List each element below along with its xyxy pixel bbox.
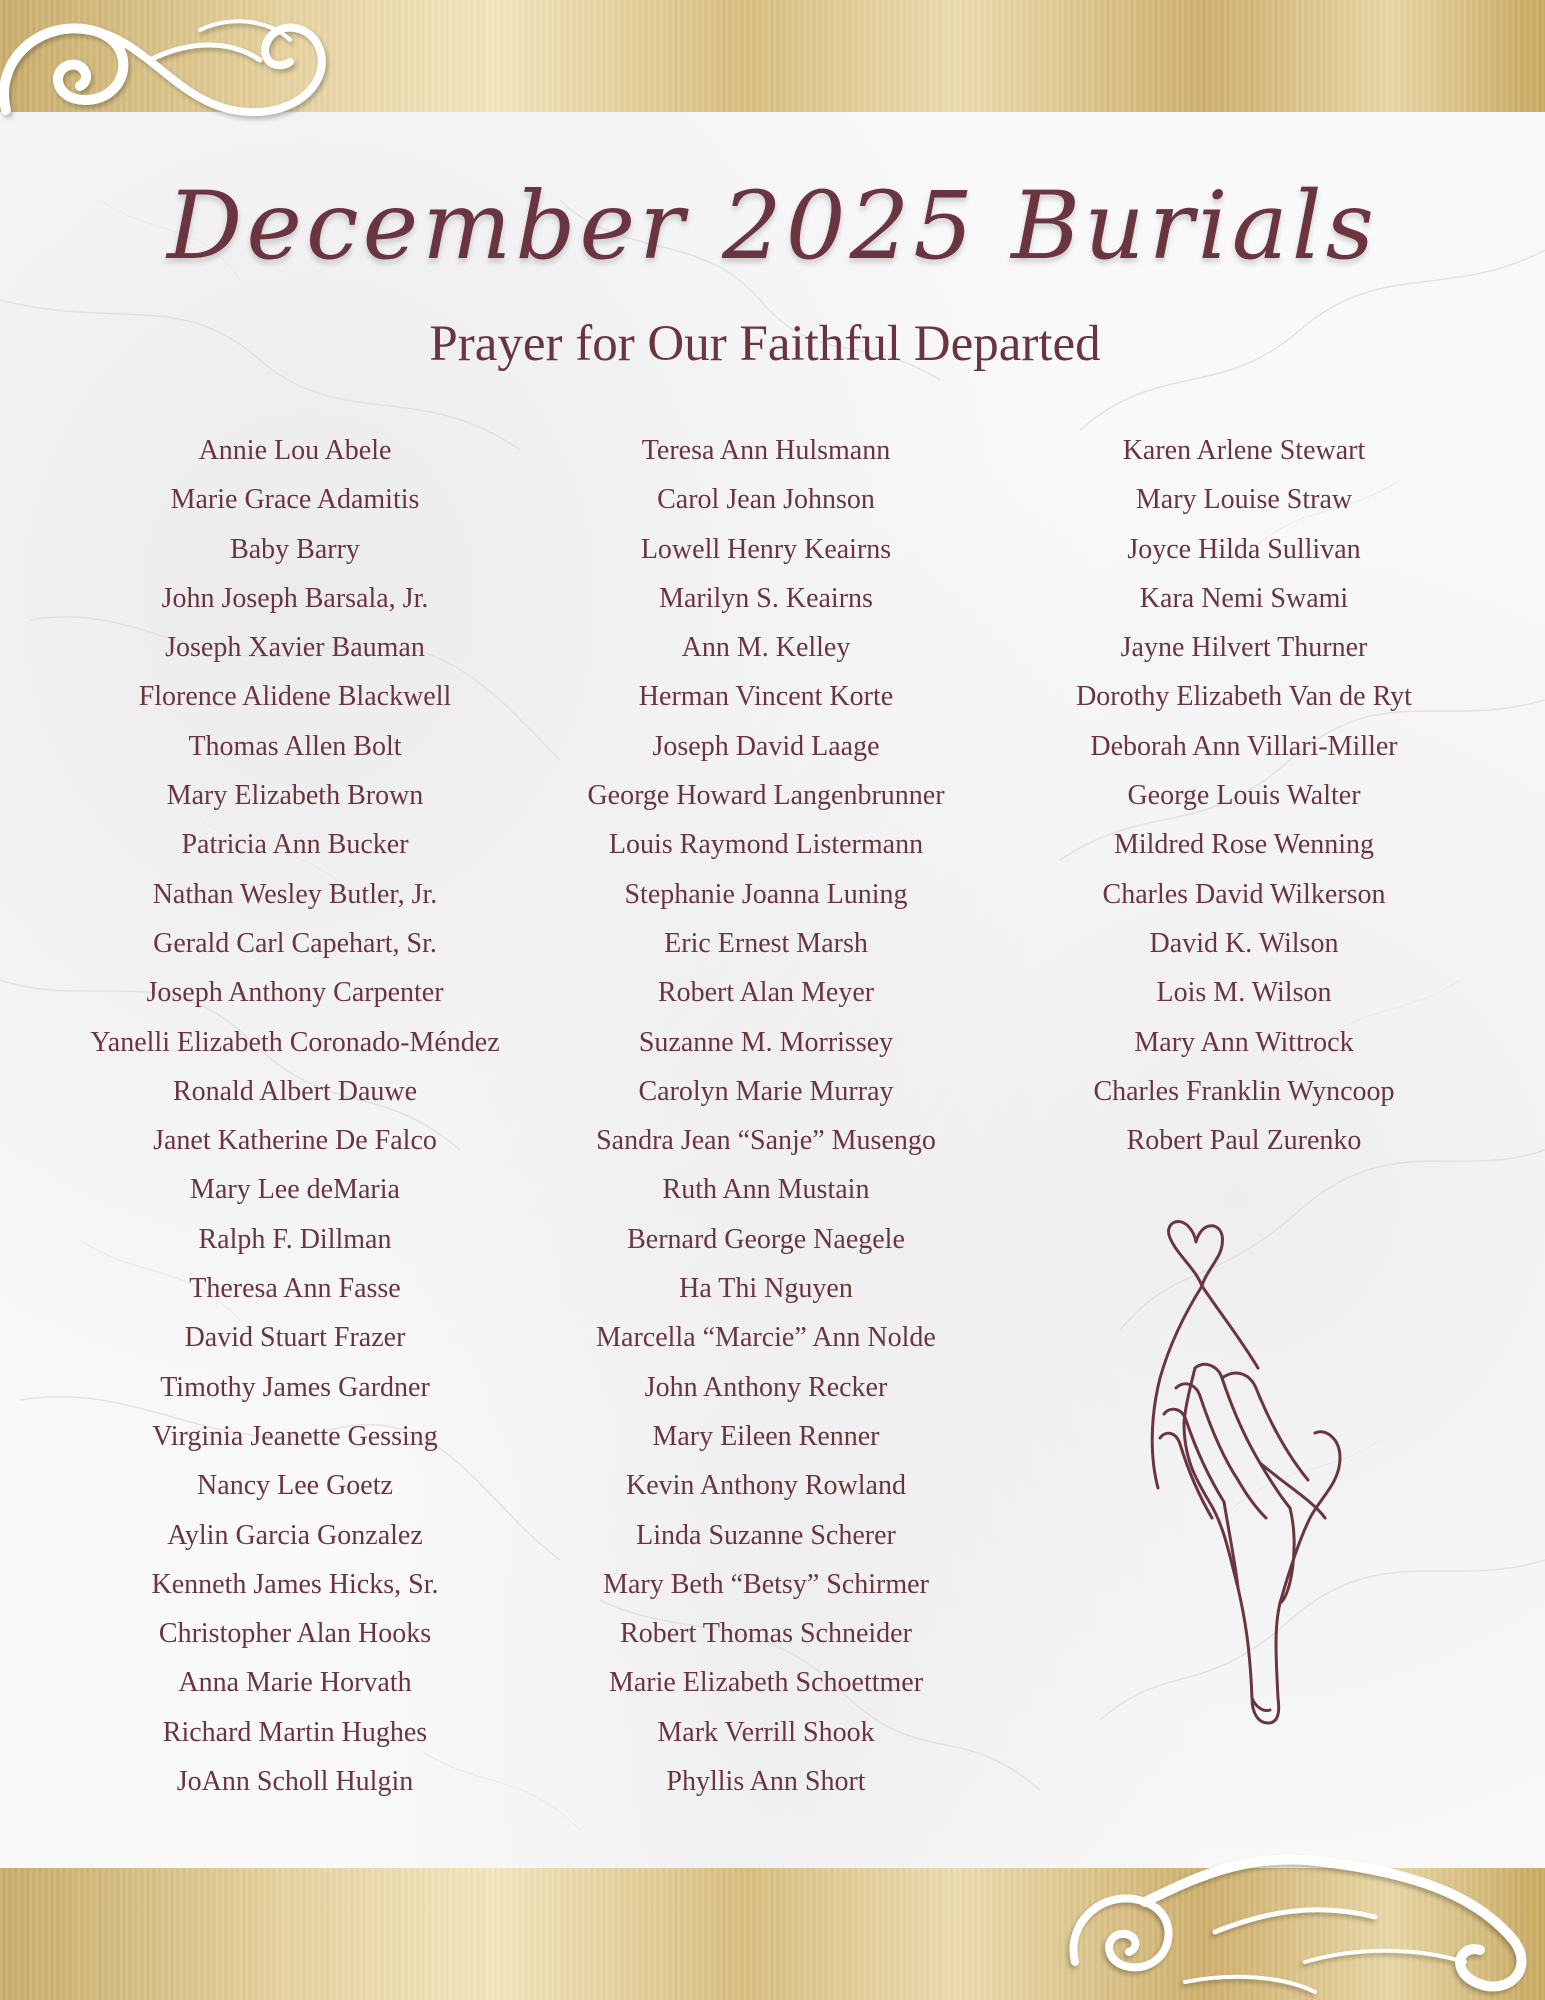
list-item: David Stuart Frazer — [184, 1322, 406, 1354]
page-subtitle: Prayer for Our Faithful Departed — [429, 316, 1101, 372]
list-item: Robert Thomas Schneider — [620, 1618, 912, 1650]
list-item: Anna Marie Horvath — [178, 1667, 412, 1699]
list-item: George Howard Langenbrunner — [587, 780, 945, 812]
list-item: Charles Franklin Wyncoop — [1093, 1075, 1395, 1107]
list-item: Dorothy Elizabeth Van de Ryt — [1076, 681, 1412, 713]
list-item: David K. Wilson — [1149, 927, 1339, 959]
list-item: Janet Katherine De Falco — [153, 1125, 437, 1157]
list-item: Mary Louise Straw — [1135, 484, 1353, 516]
list-item: Phyllis Ann Short — [666, 1766, 866, 1798]
list-item: Ruth Ann Mustain — [662, 1174, 870, 1206]
list-item: Mark Verrill Shook — [657, 1716, 875, 1748]
list-item: Suzanne M. Morrissey — [638, 1026, 894, 1058]
list-item: Baby Barry — [230, 533, 360, 565]
list-item: Stephanie Joanna Luning — [624, 878, 908, 910]
list-item: Ann M. Kelley — [681, 632, 851, 664]
list-item: Yanelli Elizabeth Coronado-Méndez — [90, 1026, 500, 1058]
list-item: Kevin Anthony Rowland — [626, 1470, 906, 1502]
list-item: Mary Ann Wittrock — [1134, 1026, 1354, 1058]
list-item: Virginia Jeanette Gessing — [152, 1420, 438, 1452]
list-item: Lowell Henry Keairns — [640, 533, 892, 565]
names-column-2 — [510, 426, 1022, 1806]
list-item: Joseph Anthony Carpenter — [146, 977, 444, 1009]
list-item: Thomas Allen Bolt — [188, 730, 402, 762]
list-item: Mary Elizabeth Brown — [166, 780, 424, 812]
list-item: Christopher Alan Hooks — [158, 1618, 432, 1650]
list-item: Theresa Ann Fasse — [189, 1273, 401, 1305]
list-item: John Anthony Recker — [644, 1371, 888, 1403]
list-item: Joyce Hilda Sullivan — [1127, 533, 1361, 565]
list-item: Mildred Rose Wenning — [1113, 829, 1375, 861]
list-item: Robert Paul Zurenko — [1126, 1125, 1362, 1157]
list-item: Ronald Albert Dauwe — [172, 1075, 418, 1107]
list-item: Linda Suzanne Scherer — [636, 1519, 896, 1551]
list-item: Karen Arlene Stewart — [1122, 435, 1366, 466]
list-item: Teresa Ann Hulsmann — [641, 435, 891, 466]
list-item: Aylin Garcia Gonzalez — [167, 1519, 423, 1551]
list-item: Deborah Ann Villari-Miller — [1090, 730, 1398, 762]
list-item: Charles David Wilkerson — [1102, 878, 1386, 910]
list-item: Kara Nemi Swami — [1139, 582, 1349, 614]
praying-hands-heart-icon — [1140, 1218, 1400, 1738]
list-item: Jayne Hilvert Thurner — [1120, 632, 1368, 664]
list-item: Joseph David Laage — [652, 730, 880, 762]
list-item: Florence Alidene Blackwell — [138, 681, 452, 713]
names-column-1 — [40, 426, 550, 1806]
list-item: Timothy James Gardner — [160, 1371, 430, 1403]
scroll-swirl-icon-bottom — [1055, 1832, 1545, 2000]
list-item: Robert Alan Meyer — [657, 977, 875, 1009]
list-item: Joseph Xavier Bauman — [165, 632, 425, 664]
list-item: Mary Eileen Renner — [652, 1420, 880, 1452]
list-item: Nancy Lee Goetz — [197, 1470, 393, 1502]
names-column-3 — [1000, 426, 1488, 1165]
list-item: Ralph F. Dillman — [198, 1223, 392, 1255]
list-item: Marie Elizabeth Schoettmer — [608, 1667, 924, 1699]
list-item: Annie Lou Abele — [198, 435, 392, 466]
list-item: Ha Thi Nguyen — [679, 1273, 853, 1305]
list-item: John Joseph Barsala, Jr. — [161, 582, 429, 614]
list-item: George Louis Walter — [1127, 780, 1361, 812]
list-item: Marilyn S. Keairns — [659, 582, 873, 614]
list-item: Lois M. Wilson — [1156, 977, 1332, 1009]
list-item: Sandra Jean “Sanje” Musengo — [596, 1125, 936, 1157]
list-item: Richard Martin Hughes — [162, 1716, 428, 1748]
list-item: Eric Ernest Marsh — [664, 927, 868, 959]
page-title: December 2025 Burials — [166, 172, 1379, 281]
list-item: Marie Grace Adamitis — [170, 484, 420, 516]
list-item: Bernard George Naegele — [627, 1223, 905, 1255]
scroll-swirl-icon — [0, 0, 360, 150]
list-item: Marcella “Marcie” Ann Nolde — [596, 1322, 936, 1354]
list-item: Herman Vincent Korte — [638, 681, 894, 713]
list-item: Mary Beth “Betsy” Schirmer — [603, 1568, 929, 1600]
list-item: Gerald Carl Capehart, Sr. — [153, 927, 437, 959]
list-item: Carolyn Marie Murray — [638, 1075, 894, 1107]
list-item: Kenneth James Hicks, Sr. — [151, 1568, 439, 1600]
list-item: Nathan Wesley Butler, Jr. — [152, 878, 438, 910]
list-item: Louis Raymond Listermann — [608, 829, 924, 861]
list-item: Patricia Ann Bucker — [181, 829, 409, 861]
list-item: JoAnn Scholl Hulgin — [176, 1766, 414, 1798]
list-item: Mary Lee deMaria — [190, 1174, 400, 1206]
list-item: Carol Jean Johnson — [657, 484, 875, 516]
